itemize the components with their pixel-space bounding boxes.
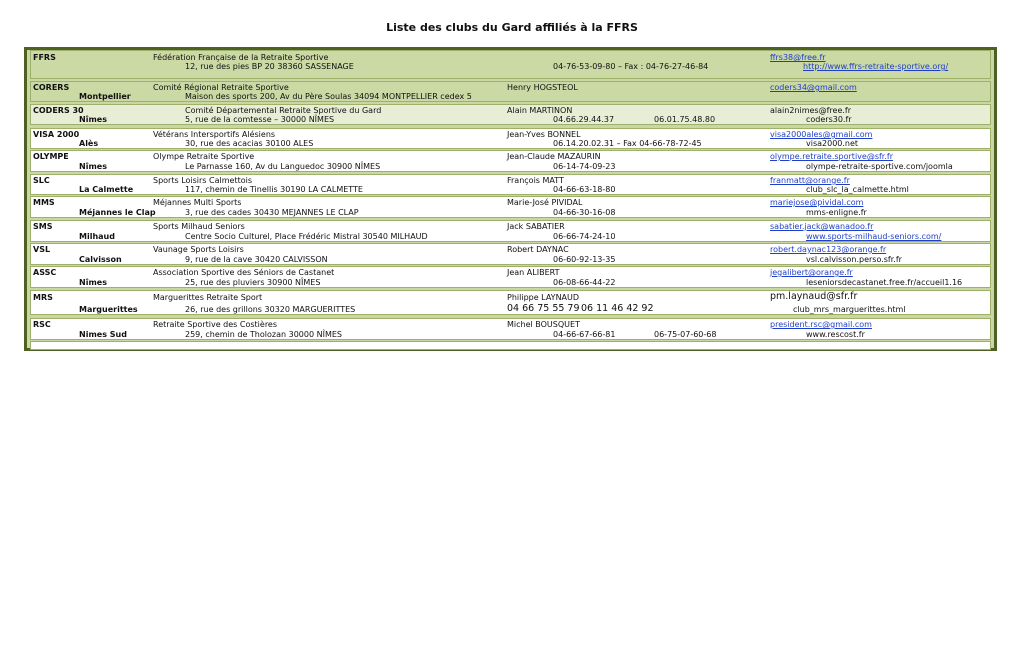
- club-email: pm.laynaud@sfr.fr: [770, 291, 858, 302]
- club-name: Sports Milhaud Seniors: [153, 222, 245, 231]
- club-city: Milhaud: [79, 232, 115, 241]
- club-website: olympe-retraite-sportive.com/joomla: [806, 162, 953, 171]
- club-name: Marguerittes Retraite Sport: [153, 293, 263, 302]
- club-name: Olympe Retraite Sportive: [153, 152, 255, 161]
- club-phone: 04-66-67-66-81: [553, 330, 616, 339]
- club-city: Nîmes: [79, 162, 107, 171]
- club-email-link[interactable]: robert.daynac123@orange.fr: [770, 245, 887, 254]
- table-row: [30, 290, 991, 315]
- club-city: Alès: [79, 139, 99, 148]
- club-website: club_slc_la_calmette.html: [806, 185, 909, 194]
- club-address: 26, rue des grillons 30320 MARGUERITTES: [185, 305, 356, 314]
- club-name: Sports Loisirs Calmettois: [153, 176, 252, 185]
- club-name: Vaunage Sports Loisirs: [153, 245, 244, 254]
- club-code: CORERS: [33, 83, 70, 92]
- club-phone: 06-14-74-09-23: [553, 162, 616, 171]
- club-address: Le Parnasse 160, Av du Languedoc 30900 NÎMES: [185, 162, 381, 171]
- club-address: 25, rue des pluviers 30900 NÎMES: [185, 278, 321, 287]
- club-contact: Marie-José PIVIDAL: [507, 198, 583, 207]
- club-website: coders30.fr: [806, 115, 852, 124]
- club-website: visa2000.net: [806, 139, 859, 148]
- club-city: Méjannes le Clap: [79, 208, 156, 217]
- club-name: Association Sportive des Séniors de Castanet: [153, 268, 335, 277]
- club-contact: Jean-Yves BONNEL: [507, 130, 581, 139]
- club-contact: Jean ALIBERT: [507, 268, 560, 277]
- club-website: leseniorsdecastanet.free.fr/accueil1.16: [806, 278, 963, 287]
- club-contact: Henry HOGSTEOL: [507, 83, 578, 92]
- club-code: OLYMPE: [33, 152, 69, 161]
- club-email-link[interactable]: franmatt@orange.fr: [770, 176, 850, 185]
- table-row: [30, 220, 991, 242]
- club-city: Nîmes: [79, 115, 107, 124]
- club-contact: Jean-Claude MAZAURIN: [507, 152, 601, 161]
- club-name: Comité Départemental Retraite Sportive du Gard: [185, 106, 382, 115]
- clubs-table: [24, 47, 997, 351]
- club-address: Centre Socio Culturel, Place Frédéric Mistral 30540 MILHAUD: [185, 232, 428, 241]
- club-contact: François MATT: [507, 176, 564, 185]
- club-email-link[interactable]: president.rsc@gmail.com: [770, 320, 872, 329]
- club-email-link[interactable]: mariejose@pividal.com: [770, 198, 864, 207]
- club-website: www.rescost.fr: [806, 330, 865, 339]
- club-city: Nimes Sud: [79, 330, 127, 339]
- club-address: 259, chemin de Tholozan 30000 NÎMES: [185, 330, 342, 339]
- table-row: [30, 150, 991, 172]
- table-row: [30, 266, 991, 288]
- club-code: MRS: [33, 293, 53, 302]
- club-code: MMS: [33, 198, 55, 207]
- club-website: mms-enligne.fr: [806, 208, 867, 217]
- club-website-link[interactable]: www.sports-milhaud-seniors.com/: [806, 232, 942, 241]
- club-city: Nîmes: [79, 278, 107, 287]
- club-phone: 06-66-74-24-10: [553, 232, 616, 241]
- table-row: [30, 128, 991, 149]
- club-name: Comité Régional Retraite Sportive: [153, 83, 289, 92]
- table-row: [30, 104, 991, 125]
- club-code: SMS: [33, 222, 53, 231]
- club-email-link[interactable]: ffrs38@free.fr: [770, 53, 826, 62]
- club-contact: Robert DAYNAC: [507, 245, 569, 254]
- club-email-link[interactable]: olympe.retraite.sportive@sfr.fr: [770, 152, 894, 161]
- club-code: RSC: [33, 320, 51, 329]
- club-phone-2: 06-75-07-60-68: [654, 330, 717, 339]
- club-address: 5, rue de la comtesse – 30000 NÎMES: [185, 115, 335, 124]
- club-phone: 04.66.29.44.37: [553, 115, 615, 124]
- club-phone: 06.14.20.02.31 – Fax 04-66-78-72-45: [553, 139, 702, 148]
- club-website: club_mrs_marguerittes.html: [793, 305, 906, 314]
- club-website-link[interactable]: http://www.ffrs-retraite-sportive.org/: [803, 62, 949, 71]
- club-website: vsl.calvisson.perso.sfr.fr: [806, 255, 902, 264]
- club-phone-2: 06 11 46 42 92: [581, 303, 654, 314]
- club-code: SLC: [33, 176, 50, 185]
- club-contact: Philippe LAYNAUD: [507, 293, 580, 302]
- table-row: [30, 174, 991, 195]
- club-phone: 06-60-92-13-35: [553, 255, 616, 264]
- club-name: Retraite Sportive des Costières: [153, 320, 278, 329]
- club-phone: 06-08-66-44-22: [553, 278, 616, 287]
- club-phone: 04 66 75 55 79: [507, 303, 580, 314]
- club-address: 117, chemin de Tinellis 30190 LA CALMETTE: [185, 185, 363, 194]
- club-email-link[interactable]: jegalibert@orange.fr: [770, 268, 853, 277]
- table-row: [30, 318, 991, 340]
- club-city: Calvisson: [79, 255, 122, 264]
- club-email-link[interactable]: visa2000ales@gmail.com: [770, 130, 873, 139]
- club-city: La Calmette: [79, 185, 134, 194]
- club-phone: 04-76-53-09-80 – Fax : 04-76-27-46-84: [553, 62, 709, 71]
- club-contact: Michel BOUSQUET: [507, 320, 580, 329]
- club-address: 30, rue des acacias 30100 ALES: [185, 139, 314, 148]
- club-address: Maison des sports 200, Av du Père Soulas 34094 MONTPELLIER cedex 5: [185, 92, 472, 101]
- table-row: [30, 50, 991, 79]
- club-name: Vétérans Intersportifs Alésiens: [153, 130, 276, 139]
- club-email: alain2nimes@free.fr: [770, 106, 852, 115]
- empty-row: [30, 341, 991, 350]
- club-email-link[interactable]: sabatier.jack@wanadoo.fr: [770, 222, 874, 231]
- club-code: VSL: [33, 245, 51, 254]
- page-title: Liste des clubs du Gard affiliés à la FFRS: [386, 21, 638, 34]
- club-phone: 04-66-63-18-80: [553, 185, 616, 194]
- club-city: Montpellier: [79, 92, 131, 101]
- club-address: 12, rue des pies BP 20 38360 SASSENAGE: [185, 62, 354, 71]
- club-name: Méjannes Multi Sports: [153, 198, 242, 207]
- club-code: FFRS: [33, 53, 56, 62]
- table-row: [30, 81, 991, 102]
- club-address: 9, rue de la cave 30420 CALVISSON: [185, 255, 328, 264]
- club-phone: 04-66-30-16-08: [553, 208, 616, 217]
- club-name: Fédération Française de la Retraite Sportive: [153, 53, 329, 62]
- table-row: [30, 243, 991, 265]
- club-code: VISA 2000: [33, 130, 80, 139]
- club-email-link[interactable]: coders34@gmail.com: [770, 83, 857, 92]
- club-contact: Jack SABATIER: [507, 222, 565, 231]
- club-contact: Alain MARTINON: [507, 106, 573, 115]
- club-code: ASSC: [33, 268, 57, 277]
- club-code: CODERS 30: [33, 106, 84, 115]
- club-address: 3, rue des cades 30430 MEJANNES LE CLAP: [185, 208, 359, 217]
- table-row: [30, 196, 991, 218]
- club-city: Marguerittes: [79, 305, 138, 314]
- club-phone-2: 06.01.75.48.80: [654, 115, 716, 124]
